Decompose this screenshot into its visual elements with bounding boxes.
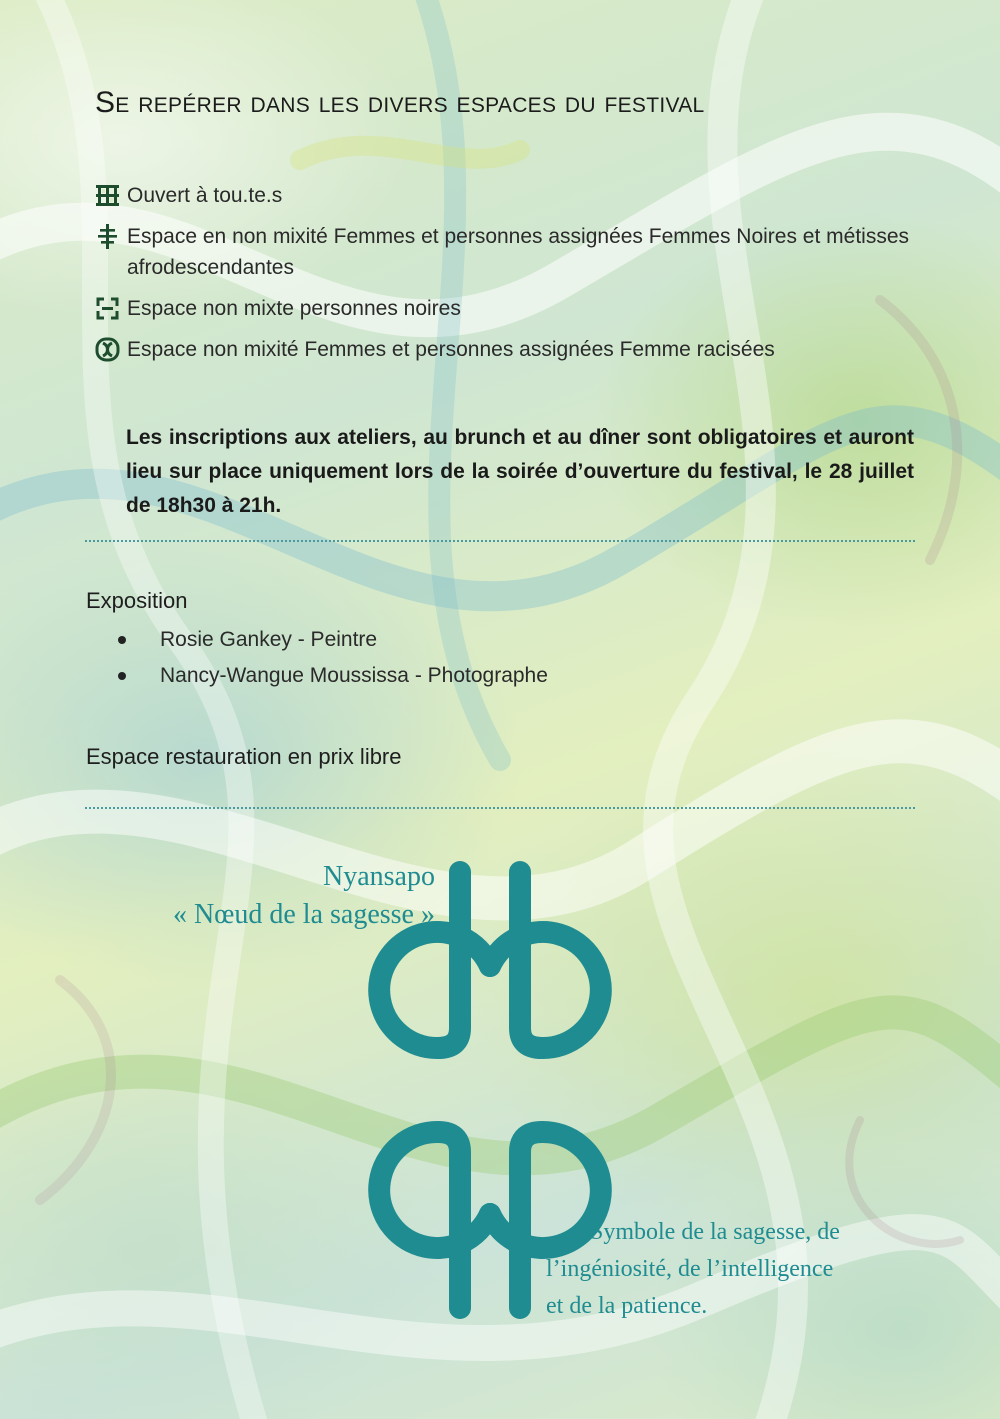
restauration-info: Espace restauration en prix libre: [86, 744, 402, 769]
symbol-description-line: Symbole de la sagesse, de: [590, 1219, 840, 1245]
legend-item-black-people: [95, 293, 925, 324]
symbol-description-line: l’ingéniosité, de l’intelligence: [546, 1256, 834, 1282]
legend-item-label: Espace non mixité Femmes et personnes assignées Femme racisées: [127, 338, 775, 361]
adinkra-brackets-icon: [95, 296, 120, 321]
adinkra-grid-icon: [95, 183, 120, 208]
legend-item-women-racised: [95, 334, 925, 365]
dotted-divider: [85, 807, 915, 809]
bullet: [118, 672, 126, 680]
symbol-description-line: et de la patience.: [546, 1293, 708, 1319]
list-item: [118, 658, 548, 694]
adinkra-knot-icon: [95, 337, 120, 362]
exposition-title: Exposition: [86, 588, 188, 613]
exhibitor-label: Nancy-Wangue Moussissa - Photographe: [160, 664, 548, 687]
legend-item-label: Ouvert à tou.te.s: [127, 184, 283, 207]
legend-item-open: [95, 180, 925, 211]
space-legend: [95, 180, 925, 375]
legend-item-women-black: [95, 221, 925, 283]
page-title: Se repérer dans les divers espaces du festival: [95, 86, 705, 119]
list-item: [118, 622, 548, 658]
symbol-description: [546, 1214, 946, 1325]
bullet: [118, 636, 126, 644]
dotted-divider: [85, 540, 915, 542]
symbol-name: Nyansapo: [323, 861, 435, 892]
exposition-list: [118, 622, 548, 694]
exhibitor-label: Rosie Gankey - Peintre: [160, 628, 378, 651]
symbol-subtitle: « Nœud de la sagesse »: [172, 899, 435, 930]
adinkra-cross-icon: [95, 224, 120, 249]
legend-item-label: Espace non mixte personnes noires: [127, 297, 461, 320]
legend-item-label: Espace en non mixité Femmes et personnes assignées Femmes Noires et métisses afrodescendantes: [127, 225, 909, 279]
registration-notice: Les inscriptions aux ateliers, au brunch et au dîner sont obligatoires et auront lieu sur place uniquement lors de la soirée d’ouverture du festival, le 28 juillet de 18h30 à 21h.: [126, 426, 914, 517]
